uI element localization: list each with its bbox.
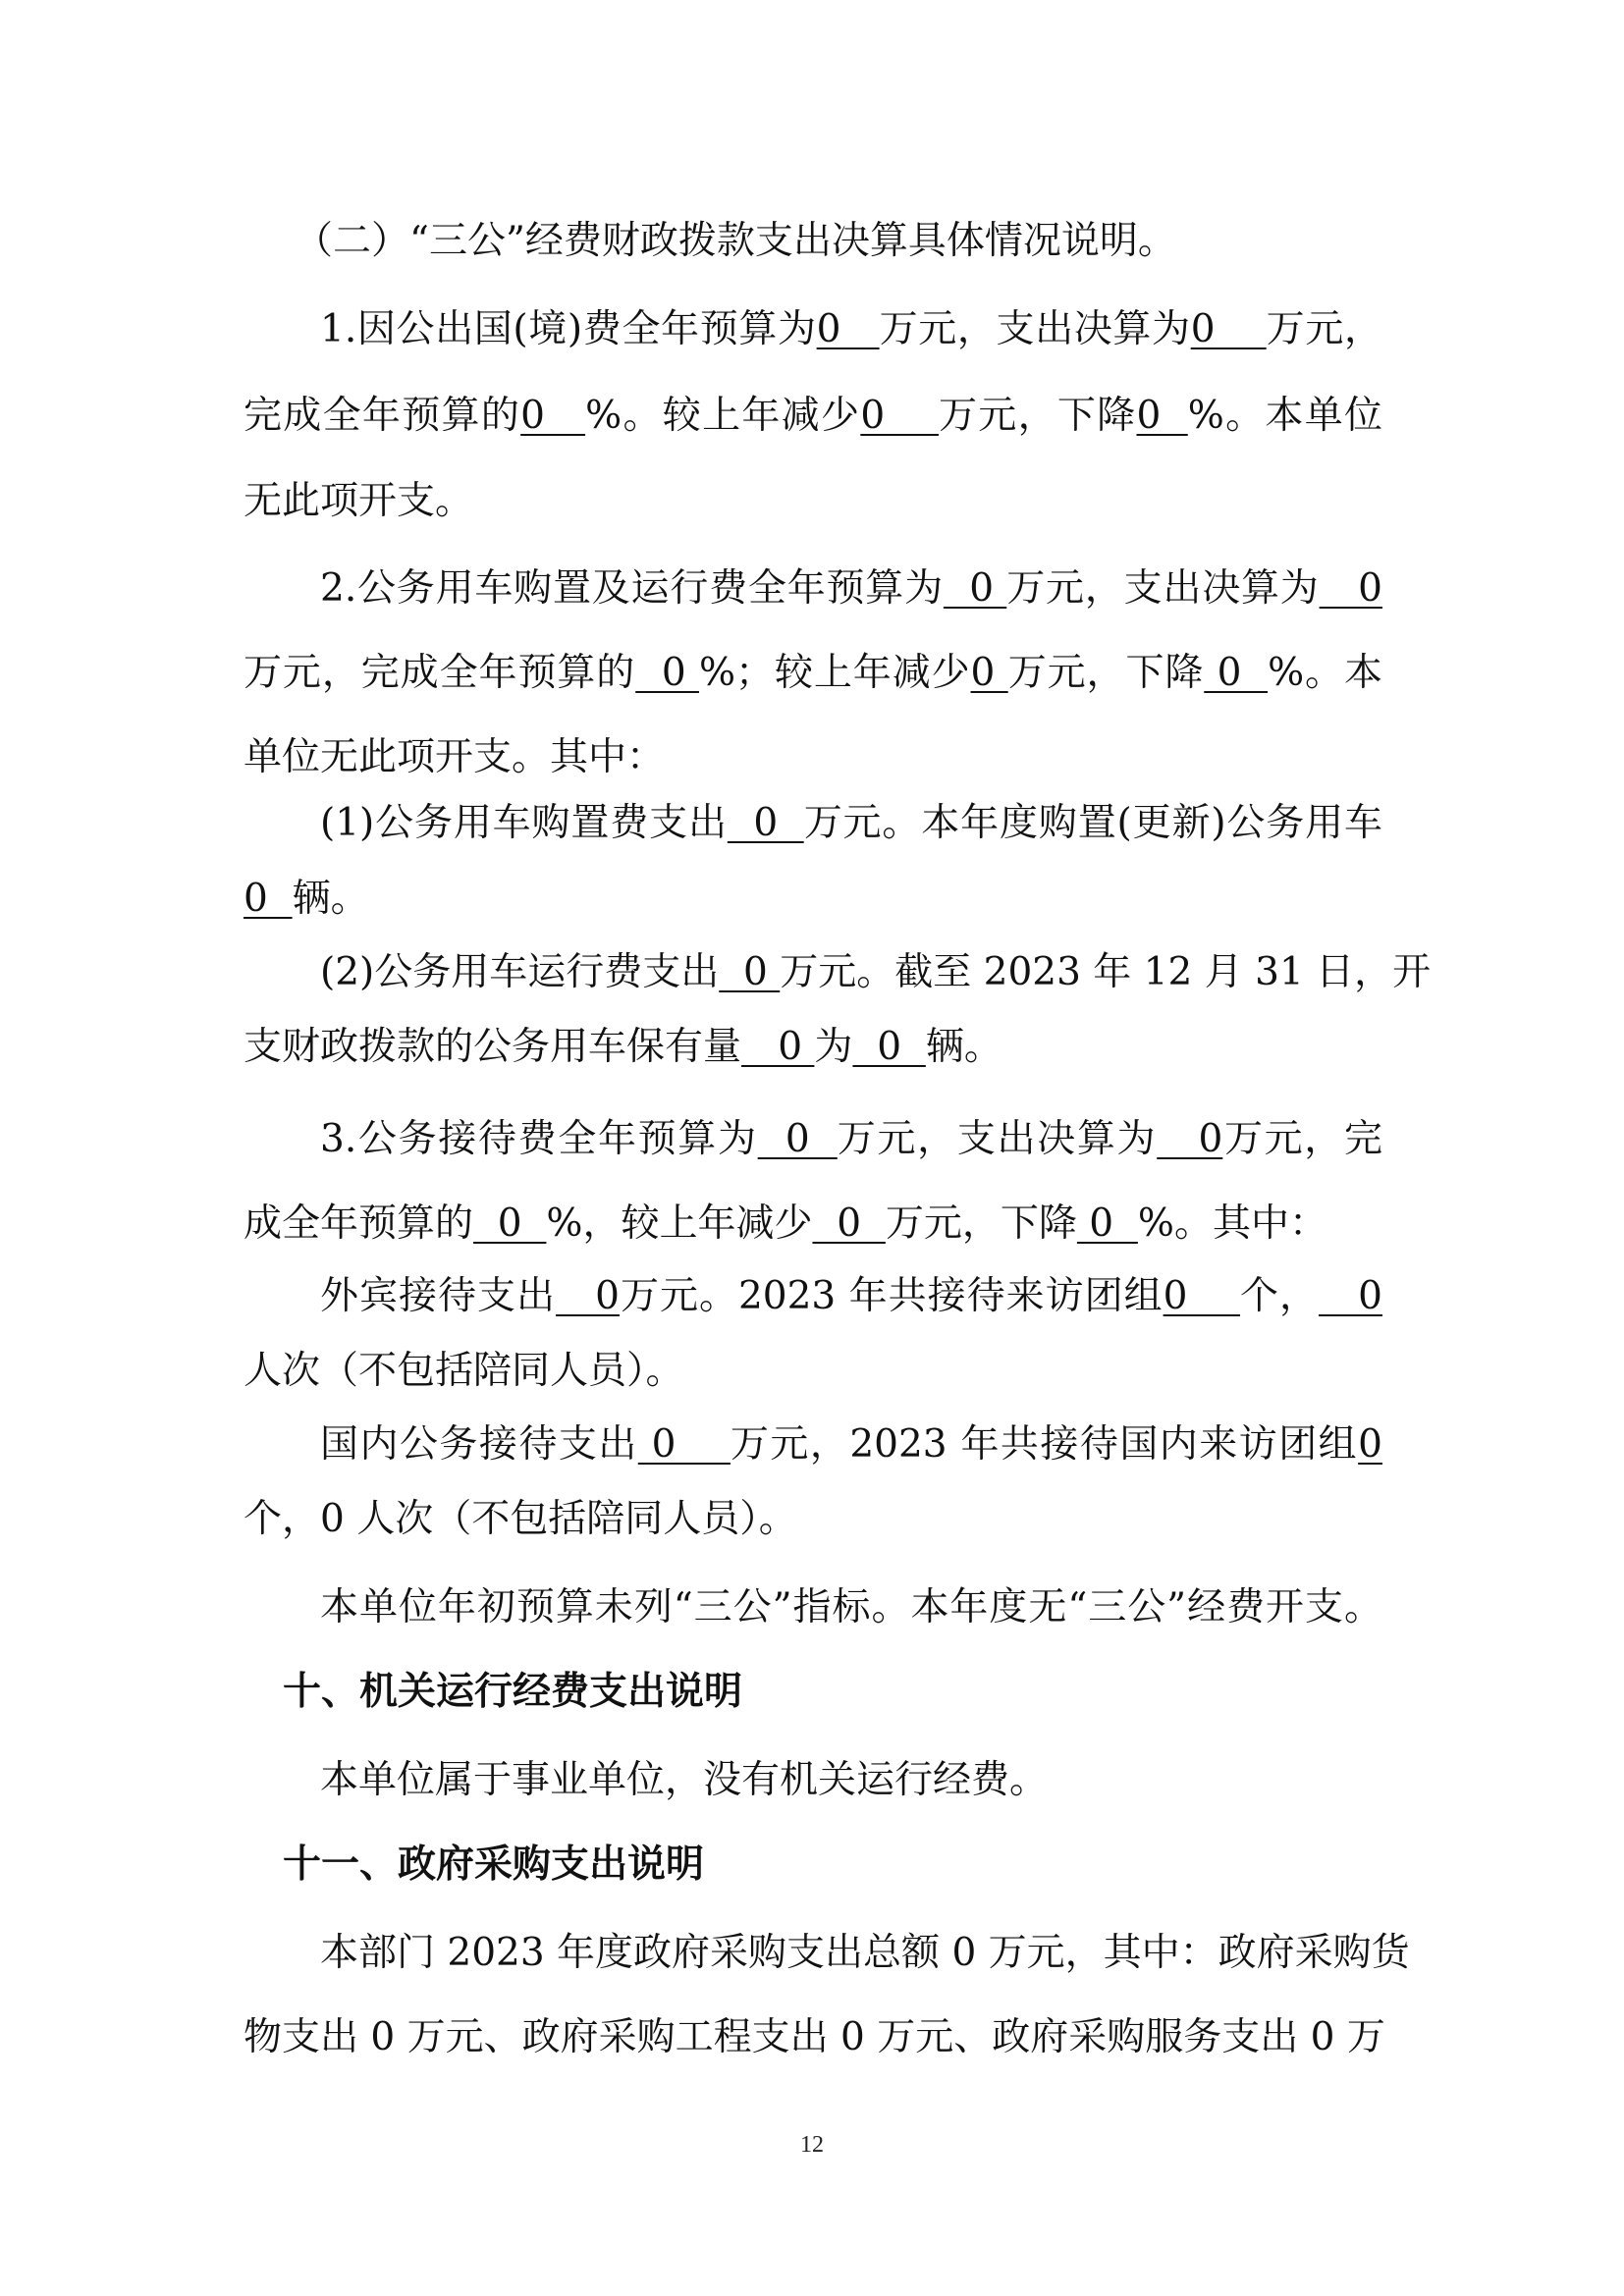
- line-travel-abroad-3: [244, 478, 1382, 525]
- line-vehicle-purchase-1: [320, 800, 1382, 847]
- text: 国内公务接待支出: [320, 1422, 638, 1467]
- line-vehicle-3: [244, 734, 1382, 781]
- underlined-value: 0: [719, 950, 781, 994]
- page-number: 12: [800, 2132, 824, 2158]
- text: %。本: [1268, 651, 1382, 695]
- text: %；较上年减少: [698, 651, 971, 695]
- text: 万元，: [1266, 307, 1382, 351]
- text: 1.因公出国(境)费全年预算为: [320, 307, 817, 351]
- underlined-value: 0: [943, 566, 1007, 611]
- text: 外宾接待支出: [320, 1274, 556, 1318]
- underlined-value: 0: [1318, 1274, 1382, 1318]
- text: 十一、政府采购支出说明: [283, 1842, 705, 1887]
- text: 本部门 2023 年度政府采购支出总额 0 万元，其中：政府采购货: [320, 1931, 1410, 1975]
- underlined-value: 0: [1157, 1117, 1223, 1161]
- line-reception-1: [320, 1116, 1382, 1163]
- text: 为: [814, 1025, 853, 1069]
- line-vehicle-operation-1: [320, 949, 1432, 996]
- text: 万元，下降: [885, 1201, 1077, 1246]
- text: 完成全年预算的: [244, 394, 521, 438]
- text: 支财政拨款的公务用车保有量: [244, 1025, 742, 1069]
- text: 辆。: [292, 877, 369, 921]
- line-no-sangong-note: [320, 1584, 1382, 1631]
- line-travel-abroad-2: [244, 393, 1382, 440]
- line-foreign-reception-1: [320, 1273, 1382, 1320]
- text: 无此项开支。: [244, 479, 474, 523]
- line-vehicle-operation-2: [244, 1024, 1382, 1071]
- underlined-value: 0: [812, 1201, 886, 1246]
- underlined-value: 0: [1190, 307, 1267, 351]
- text: 成全年预算的: [244, 1201, 474, 1246]
- text: 万元，下降: [938, 394, 1137, 438]
- text: 个，: [1239, 1274, 1319, 1318]
- text: 万元。2023 年共接待来访团组: [619, 1274, 1164, 1318]
- text: 万元，支出决算为: [1006, 566, 1320, 611]
- line-foreign-reception-2: [244, 1348, 1382, 1395]
- underlined-value: 0: [520, 394, 586, 438]
- underlined-value: 0: [727, 801, 804, 845]
- line-domestic-reception-2: [244, 1496, 1382, 1543]
- text: 万元，完: [1222, 1117, 1382, 1161]
- text: (2)公务用车运行费支出: [320, 950, 720, 994]
- underlined-value: 0: [1358, 1422, 1382, 1467]
- underlined-value: 0: [757, 1117, 838, 1161]
- underlined-value: 0: [555, 1274, 620, 1318]
- text: 物支出 0 万元、政府采购工程支出 0 万元、政府采购服务支出 0 万: [244, 2015, 1385, 2059]
- text: 人次（不包括陪同人员）。: [244, 1349, 684, 1393]
- text: 万元，支出决算为: [879, 307, 1191, 351]
- line-vehicle-2: [244, 650, 1382, 697]
- section-heading-11: [283, 1842, 1422, 1889]
- underlined-value: 0: [1204, 651, 1269, 695]
- text: 万元，支出决算为: [837, 1117, 1158, 1161]
- line-reception-2: [244, 1201, 1343, 1248]
- text: 本单位属于事业单位，没有机关运行经费。: [320, 1758, 1049, 1802]
- text: 2.公务用车购置及运行费全年预算为: [320, 566, 944, 611]
- underlined-value: 0: [1163, 1274, 1240, 1318]
- text: (1)公务用车购置费支出: [320, 801, 728, 845]
- line-vehicle-purchase-2: [244, 876, 1382, 923]
- line-procurement-2: [244, 2014, 1385, 2061]
- text: 辆。: [925, 1025, 1002, 1069]
- text: 3.公务接待费全年预算为: [320, 1117, 758, 1161]
- text: （二）“三公”经费财政拨款支出决算具体情况说明。: [295, 219, 1176, 263]
- underlined-value: 0: [970, 651, 1008, 695]
- underlined-value: 0: [635, 651, 699, 695]
- line-travel-abroad-1: [320, 306, 1382, 353]
- line-operating-expense-note: [320, 1757, 1459, 1804]
- text: %。其中：: [1137, 1201, 1327, 1246]
- text: 万元。截至 2023 年 12 月 31 日，开: [780, 950, 1432, 994]
- text: 十、机关运行经费支出说明: [283, 1670, 743, 1714]
- text: 本单位年初预算未列“三公”指标。本年度无“三公”经费开支。: [320, 1585, 1382, 1629]
- text: %，较上年减少: [546, 1201, 813, 1246]
- text: 万元，下降: [1007, 651, 1205, 695]
- underlined-value: 0: [741, 1025, 815, 1069]
- underlined-value: 0: [1319, 566, 1382, 611]
- line-vehicle-1: [320, 565, 1382, 613]
- section-heading-10: [283, 1669, 1422, 1716]
- text: %。较上年减少: [585, 394, 861, 438]
- text: 万元，2023 年共接待国内来访团组: [730, 1422, 1359, 1467]
- underlined-value: 0: [1076, 1201, 1138, 1246]
- text: 个，0 人次（不包括陪同人员）。: [244, 1497, 797, 1541]
- underlined-value: 0: [244, 877, 293, 921]
- underlined-value: 0: [473, 1201, 547, 1246]
- underlined-value: 0: [852, 1025, 926, 1069]
- line-subheading-sangong: [295, 218, 1375, 265]
- underlined-value: 0: [816, 307, 880, 351]
- underlined-value: 0: [1136, 394, 1188, 438]
- text: 万元，完成全年预算的: [244, 651, 636, 695]
- underlined-value: 0: [637, 1422, 731, 1467]
- text: 单位无此项开支。其中：: [244, 735, 666, 779]
- text: 万元。本年度购置(更新)公务用车: [803, 801, 1383, 845]
- text: %。本单位: [1187, 394, 1383, 438]
- underlined-value: 0: [860, 394, 939, 438]
- line-domestic-reception-1: [320, 1421, 1382, 1468]
- line-procurement-1: [320, 1930, 1410, 1977]
